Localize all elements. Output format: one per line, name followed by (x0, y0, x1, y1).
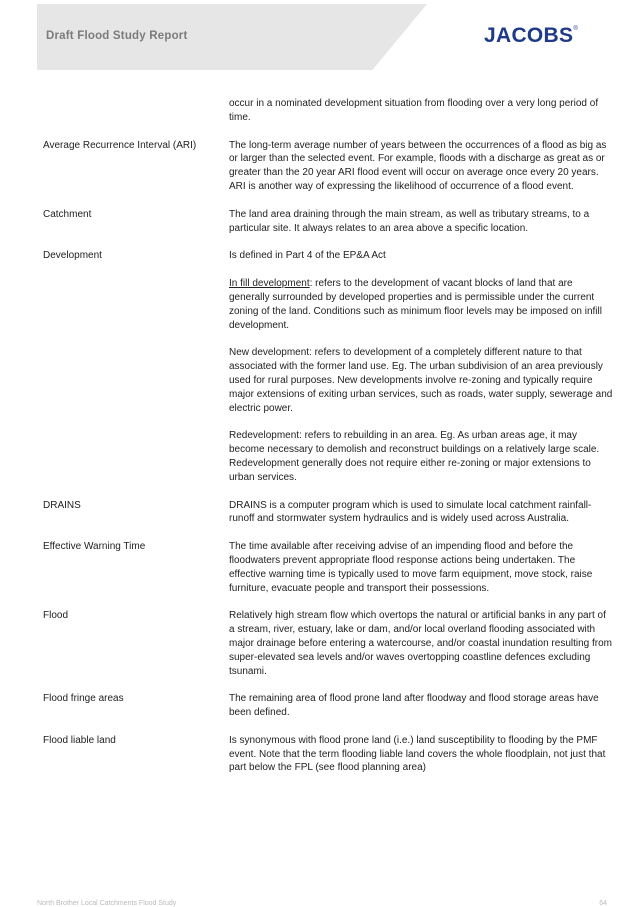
definition-paragraph: Redevelopment: refers to rebuilding in an area. Eg. As urban areas age, it may become necessary to demolish and reconstruct buildings on a relatively large scale. Redevelopment generally does not require either re-zoning or major extensions to urban services. (229, 430, 600, 483)
definition-paragraph: Relatively high stream flow which overtops the natural or artificial banks in any part of a stream, river, estuary, lake or dam, and/or local overland flooding associated with major drainage before entering a watercourse, and/or coastal inundation resulting from super-elevated sea levels and/or waves overtopping coastline defences excluding tsunami. (229, 610, 612, 677)
glossary-entry-continuation (43, 97, 613, 139)
glossary-definition (229, 734, 613, 789)
infill-development-rest: generally surrounded by developed properties and is permissible under the current zoning of the land. Conditions such as minimum floor levels may be imposed on infill development. (229, 291, 602, 331)
definition-paragraph: The long-term average number of years between the occurrences of a flood as big as or larger than the selected event. For example, floods with a discharge as great as or greater than the 20 year ARI flood event will occur on average once every 20 years. ARI is another way of expressing the likelihood of occurrence of a flood event. (229, 139, 607, 192)
definition-paragraph: The land area draining through the main stream, as well as tributary streams, to a particular site. It always relates to an area above a specific location. (229, 208, 590, 234)
infill-development-lead: : refers to the development of vacant blocks of land that are (309, 278, 573, 290)
glossary-term: Flood liable land (43, 734, 116, 746)
glossary-term: Effective Warning Time (43, 541, 146, 553)
definition-paragraph: New development: refers to development of a completely different nature to that associated with the former land use. Eg. The urban subdivision of an area previously used for rural purposes. New developments involve re-zoning and typically require major extensions of exiting urban services, such as roads, water supply, sewerage and electric power. (229, 347, 613, 414)
footer-document-title: North Brother Local Catchments Flood Study (37, 900, 177, 907)
glossary-term: Development (43, 250, 102, 262)
definition-paragraph: DRAINS is a computer program which is used to simulate local catchment rainfall-runoff and stormwater system hydraulics and is widely used across Australia. (229, 499, 592, 525)
glossary-entry-effective-warning-time (43, 540, 613, 609)
glossary-content (43, 97, 613, 789)
page-number: 64 (599, 900, 607, 907)
definition-paragraph: Is defined in Part 4 of the EP&A Act (229, 250, 386, 262)
glossary-entry-ari (43, 139, 613, 208)
definition-paragraph-infill (229, 277, 613, 332)
glossary-term: Average Recurrence Interval (ARI) (43, 139, 197, 151)
glossary-entry-catchment (43, 208, 613, 250)
glossary-term: Flood fringe areas (43, 693, 124, 705)
glossary-term: DRAINS (43, 499, 81, 511)
glossary-definition (229, 97, 613, 139)
infill-development-term: In fill development (229, 278, 310, 290)
glossary-entry-drains (43, 499, 613, 541)
glossary-entry-flood (43, 609, 613, 692)
definition-paragraph: Is synonymous with flood prone land (i.e.) land susceptibility to flooding by the PMF event. Note that the term flooding liable land covers the whole floodplain, not just that part below the FPL (see flood planning area) (229, 734, 606, 774)
glossary-definition (229, 499, 613, 541)
glossary-entry-flood-liable-land (43, 734, 613, 789)
glossary-term: Catchment (43, 208, 92, 220)
registered-mark: ® (573, 26, 579, 32)
jacobs-logo (484, 24, 578, 48)
glossary-entry-flood-fringe-areas (43, 692, 613, 734)
glossary-term: Flood (43, 610, 69, 622)
glossary-definition (229, 692, 613, 734)
glossary-definition (229, 609, 613, 692)
glossary-entry-development (43, 249, 613, 498)
logo-text: JACOBS (484, 24, 574, 47)
glossary-definition (229, 249, 613, 498)
definition-paragraph: The remaining area of flood prone land after floodway and flood storage areas have been defined. (229, 693, 599, 719)
definition-paragraph: The time available after receiving advise of an impending flood and before the floodwaters prevent appropriate flood response actions being undertaken. The effective warning time is typically used to move farm equipment, move stock, raise furniture, evacuate people and transport their possessions. (229, 541, 593, 594)
glossary-term (43, 97, 229, 139)
glossary-definition (229, 208, 613, 250)
glossary-definition (229, 139, 613, 208)
glossary-definition (229, 540, 613, 609)
definition-paragraph: occur in a nominated development situation from flooding over a very long period of time. (229, 98, 599, 123)
report-title: Draft Flood Study Report (46, 30, 188, 42)
